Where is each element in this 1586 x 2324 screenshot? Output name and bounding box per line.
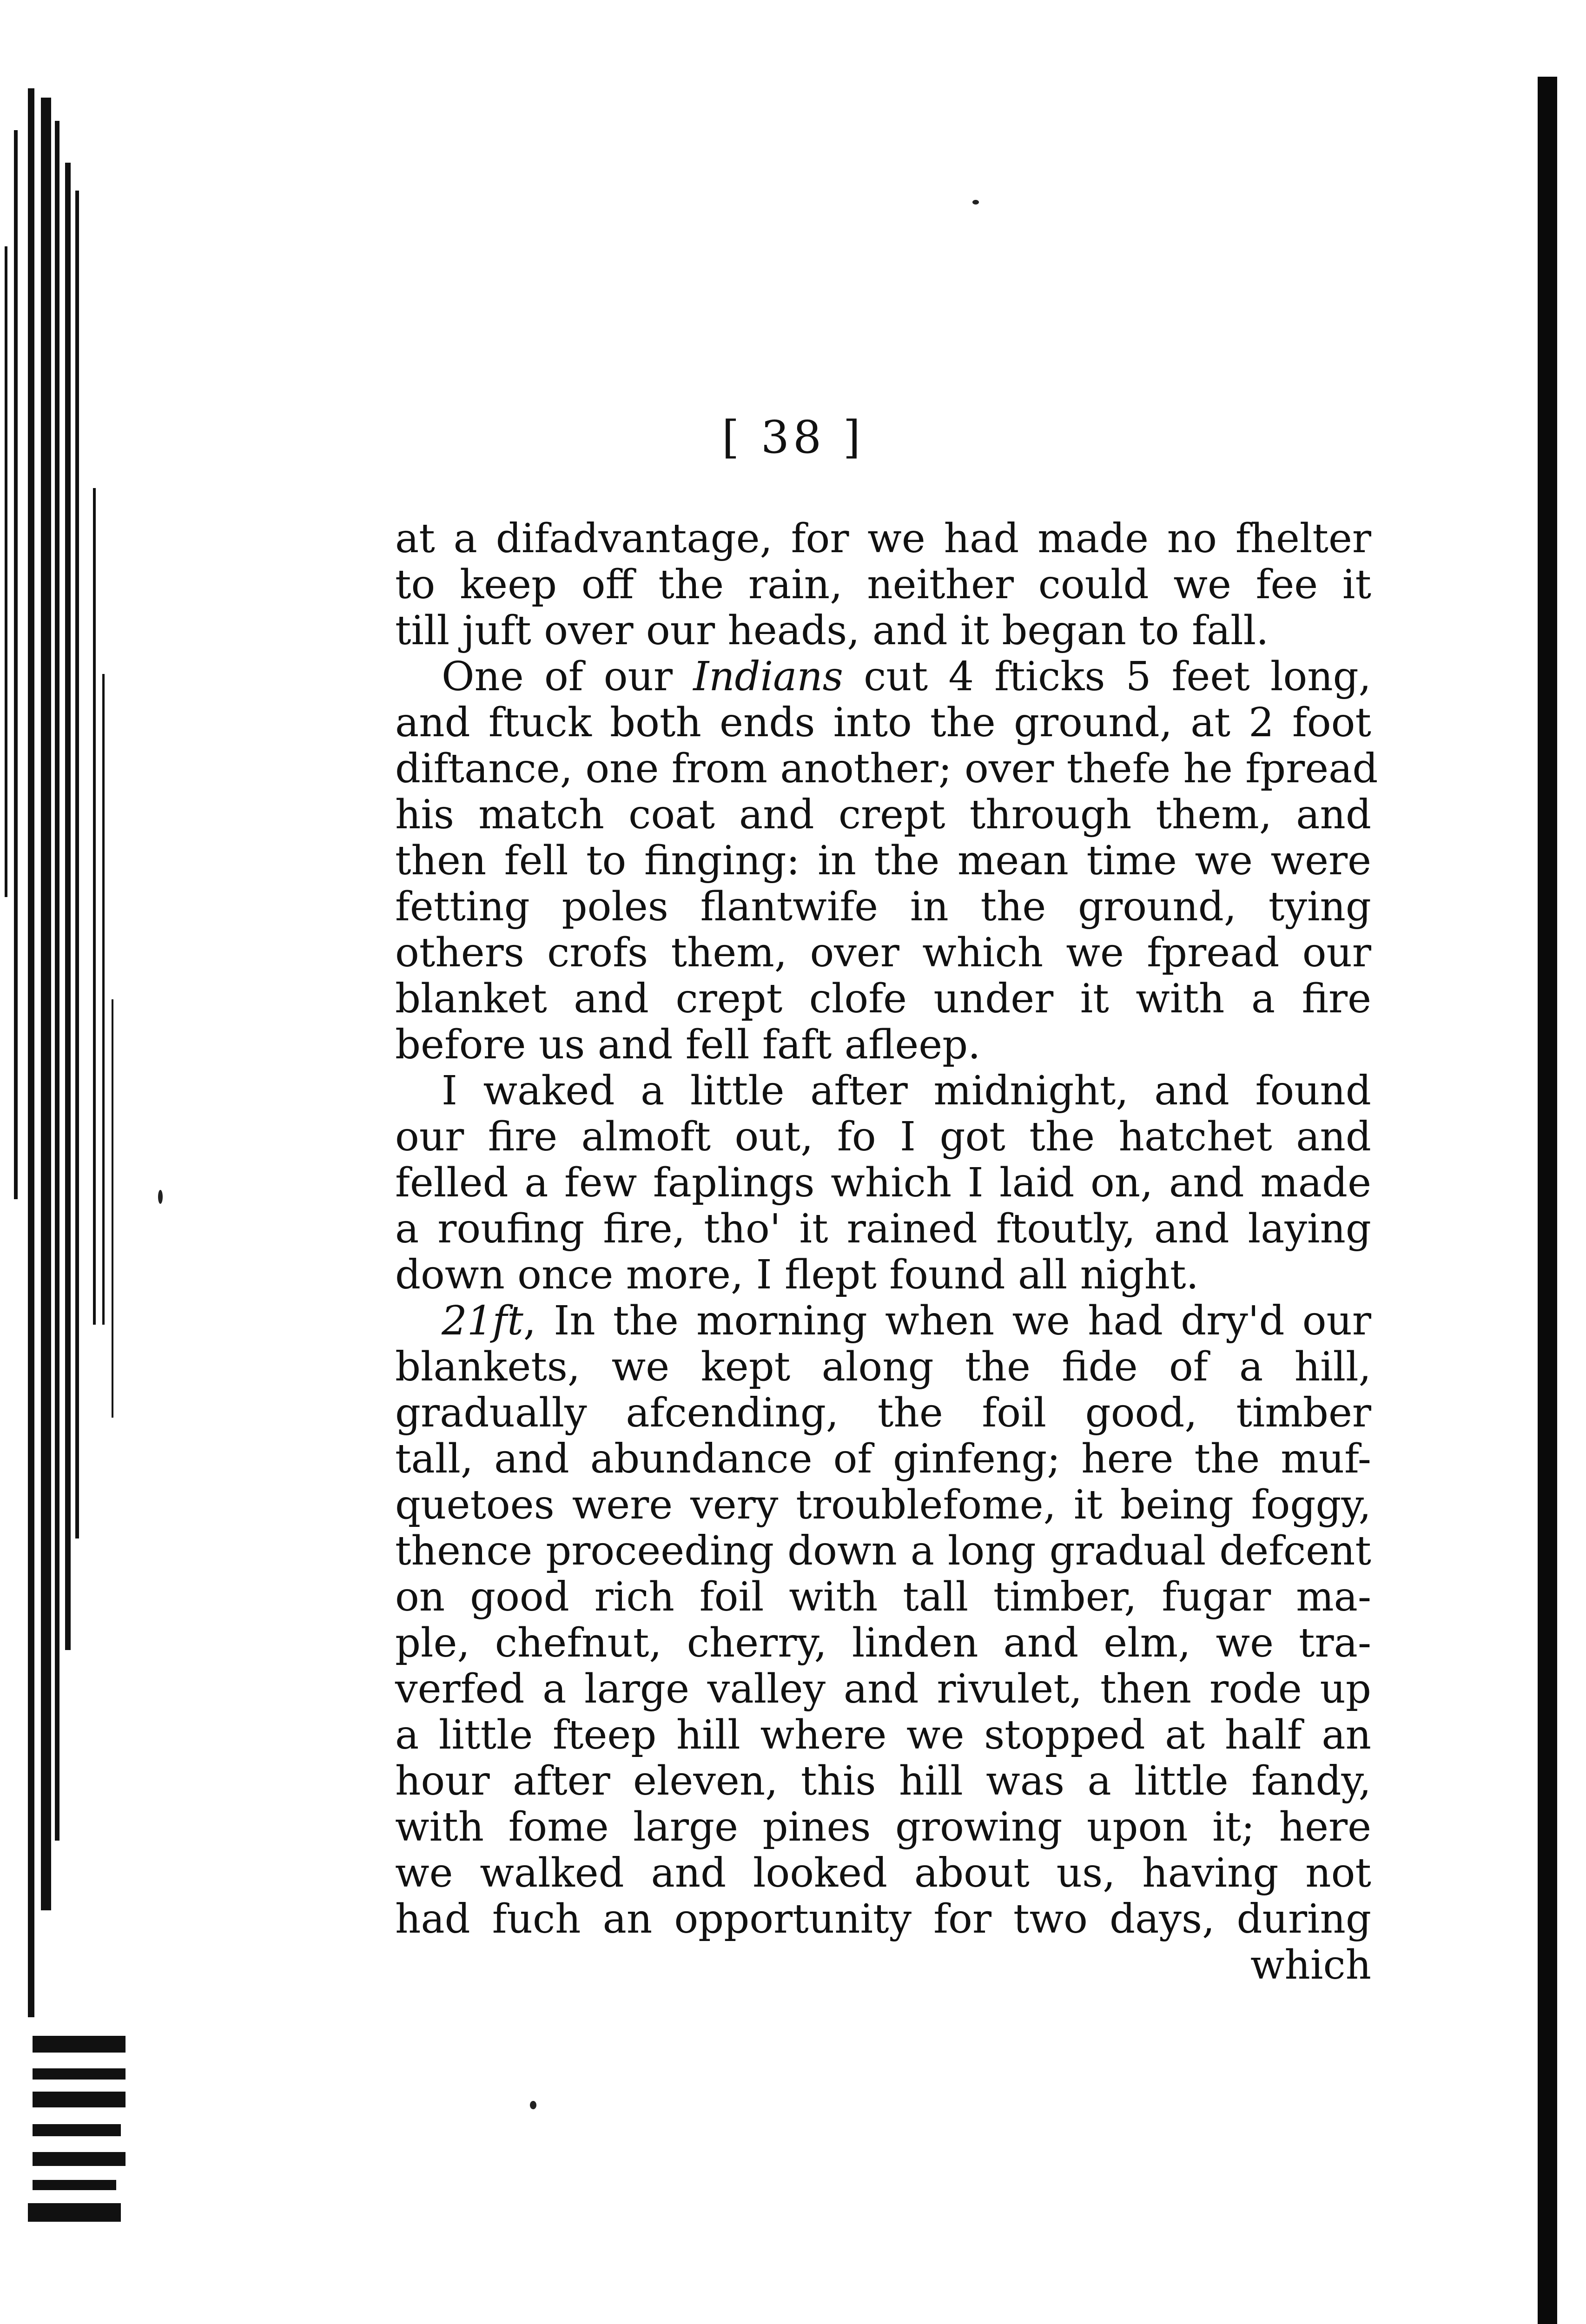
text-line [395,884,1371,930]
text-line [395,1804,1371,1850]
text-run: our fire almoft out, fo I got the hatchet and [395,1114,1371,1160]
text-line [395,976,1371,1022]
text-line [395,1850,1371,1896]
text-run: we walked and looked about us, having not [395,1850,1371,1896]
text-line [395,1758,1371,1804]
text-line [395,1620,1371,1666]
text-line [395,838,1371,884]
text-run: down once more, I flept found all night. [395,1252,1199,1298]
text-run: blanket and crept clofe under it with a fire [395,976,1371,1022]
text-run: ple, chefnut, cherry, linden and elm, we tra- [395,1620,1371,1666]
text-line [395,1574,1371,1620]
text-run: and ftuck both ends into the ground, at 2 foot [395,700,1371,746]
text-run: to keep off the rain, neither could we fee it [395,561,1371,608]
text-run: diftance, one from another; over thefe he fpread [395,746,1378,792]
text-run: I waked a little after midnight, and found [442,1068,1371,1114]
text-line [395,516,1371,562]
body-text [395,515,1378,1988]
scan-binding-edge [0,70,139,2301]
text-line [395,1252,1371,1298]
text-line [395,1344,1371,1390]
text-line [395,1068,1371,1114]
text-run: thence proceeding down a long gradual defcent [395,1528,1371,1574]
text-run: on good rich foil with tall timber, fugar ma- [395,1574,1371,1620]
text-run: with fome large pines growing upon it; here [395,1804,1371,1850]
text-line [395,1666,1371,1712]
text-line [395,608,1371,654]
text-line [395,746,1378,792]
text-line [395,1528,1371,1574]
text-line [395,1114,1371,1160]
text-run: at a difadvantage, for we had made no fhelter [395,515,1371,562]
text-run: tall, and abundance of ginfeng; here the muf- [395,1436,1371,1482]
text-line [395,562,1371,608]
text-line [395,1436,1371,1482]
text-run: felled a few faplings which I laid on, and made [395,1160,1371,1206]
text-run: cut 4 fticks 5 feet long, [843,654,1372,700]
text-run: fetting poles flantwife in the ground, tying [395,884,1371,930]
text-run: Indians [693,654,843,700]
text-run: quetoes were very troublefome, it being foggy, [395,1482,1371,1528]
text-run: hour after eleven, this hill was a little fandy, [395,1758,1371,1804]
text-run: a little fteep hill where we stopped at half an [395,1712,1371,1758]
text-run: had fuch an opportunity for two days, during [395,1896,1371,1942]
text-run: One of our [442,654,694,700]
text-run: verfed a large valley and rivulet, then rode up [395,1666,1371,1712]
text-line [395,654,1371,700]
text-run: others crofs them, over which we fpread our [395,930,1371,976]
text-run: 21ft [442,1298,523,1344]
text-run: before us and fell faft afleep. [395,1022,981,1068]
ink-speck [530,2101,536,2109]
text-line [395,1942,1371,1988]
text-run: a roufing fire, tho' it rained ftoutly, and laying [395,1206,1371,1252]
text-line [395,1896,1371,1942]
text-run: then fell to finging: in the mean time we were [395,838,1371,884]
text-run: , In the morning when we had dry'd our [523,1298,1371,1344]
text-run: his match coat and crept through them, and [395,792,1371,838]
text-line [395,1390,1371,1436]
text-line [395,1160,1371,1206]
page-number: [ 38 ] [721,411,865,463]
text-line [395,930,1371,976]
text-line [395,1022,1371,1068]
text-line [395,792,1371,838]
text-line [395,700,1371,746]
text-run: till juft over our heads, and it began to fall. [395,607,1269,654]
text-line [395,1206,1371,1252]
ink-speck [158,1190,163,1204]
text-line [395,1298,1371,1344]
text-line [395,1712,1371,1758]
text-run: blankets, we kept along the fide of a hill, [395,1344,1371,1390]
text-line [395,1482,1371,1528]
text-run: which [1250,1942,1371,1988]
text-run: gradually afcending, the foil good, timber [395,1390,1371,1436]
ink-speck [972,200,979,205]
